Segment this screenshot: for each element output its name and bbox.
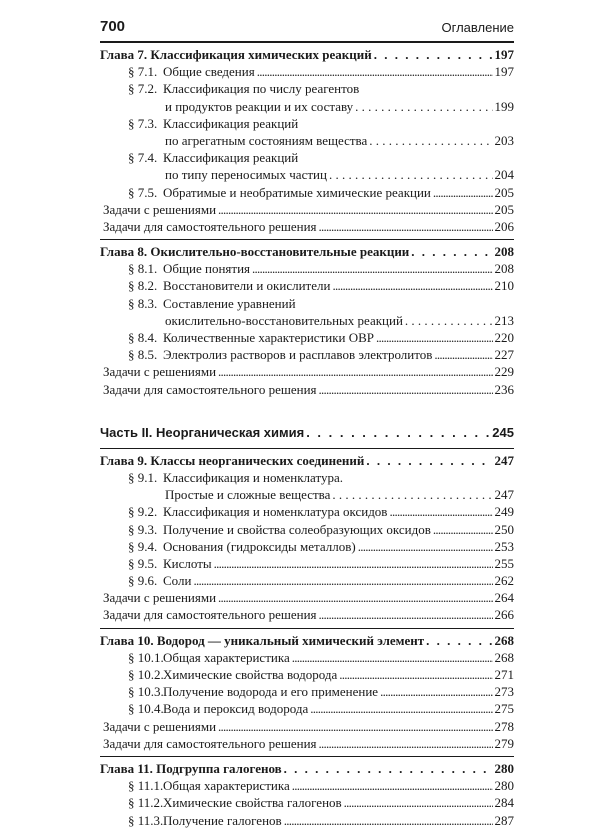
- section-number: § 10.1.: [128, 649, 164, 665]
- page-ref: 284: [494, 795, 514, 811]
- section-8-3-entry[interactable]: [100, 295, 514, 312]
- section-7-3-entry[interactable]: [100, 115, 514, 132]
- section-title: Классификация и номенклатура оксидов: [163, 504, 388, 520]
- page-ref: 275: [494, 701, 514, 717]
- page-ref: 197: [494, 64, 514, 80]
- section-number: § 9.5.: [128, 555, 158, 571]
- section-number: § 7.3.: [128, 115, 158, 131]
- chapter-9-self-tasks-entry[interactable]: [100, 606, 514, 623]
- section-7-4-continued[interactable]: [100, 166, 514, 183]
- page-ref: 247: [494, 452, 514, 468]
- page-ref: 273: [494, 684, 514, 700]
- section-10-3-entry[interactable]: [100, 683, 514, 700]
- page-ref: 287: [494, 812, 514, 828]
- section-10-1-entry[interactable]: [100, 649, 514, 666]
- section-number: § 10.2.: [128, 667, 164, 682]
- section-number: § 9.1.: [128, 469, 158, 485]
- section-11-1-entry[interactable]: [100, 777, 514, 794]
- section-title: Общая характеристика: [163, 649, 290, 665]
- section-title: Общие понятия: [163, 261, 251, 277]
- tasks-title: Задачи с решениями: [103, 201, 217, 217]
- section-title: Получение водорода и его применение: [163, 684, 379, 700]
- section-title-continued: окислительно-восстановительных реакций: [165, 312, 403, 328]
- divider: [100, 628, 514, 629]
- page-ref: 199: [494, 98, 514, 114]
- tasks-title: Задачи с решениями: [103, 718, 217, 734]
- page-ref: 268: [494, 632, 514, 648]
- section-7-4-entry[interactable]: [100, 149, 514, 166]
- section-title: Классификация и номенклатура.: [163, 469, 343, 485]
- section-title: Основания (гидроксиды металлов): [163, 538, 356, 554]
- section-9-3-entry[interactable]: [100, 521, 514, 538]
- tasks-title: Задачи с решениями: [103, 590, 217, 606]
- page-ref: 205: [494, 201, 514, 217]
- section-title: Общие сведения: [163, 64, 255, 80]
- section-title: Общая характеристика: [163, 778, 290, 794]
- chapter-10-entry[interactable]: [100, 632, 514, 649]
- chapter-9-entry[interactable]: [100, 452, 514, 469]
- section-8-4-entry[interactable]: [100, 329, 514, 346]
- chapter-10-self-tasks-entry[interactable]: [100, 735, 514, 752]
- section-title: Получение и свойства солеобразующих оксидов: [163, 521, 431, 537]
- page-ref: 279: [494, 735, 514, 751]
- section-number: § 9.4.: [128, 538, 158, 554]
- section-10-4-entry[interactable]: [100, 700, 514, 717]
- section-title: Вода и пероксид водорода: [163, 701, 309, 717]
- page-ref: 204: [494, 167, 514, 183]
- section-title: Восстановители и окислители: [163, 278, 331, 294]
- chapter-7-entry[interactable]: [100, 46, 514, 63]
- section-7-2-entry[interactable]: [100, 80, 514, 97]
- section-11-2-entry[interactable]: [100, 794, 514, 811]
- chapter-title: Глава 7. Классификация химических реакций: [100, 47, 372, 62]
- section-title-continued: по агрегатным состояниям вещества: [165, 132, 368, 148]
- page-ref: 271: [494, 667, 514, 682]
- chapter-title: Глава 10. Водород — уникальный химический элемент: [100, 632, 425, 648]
- section-number: § 8.4.: [128, 330, 158, 345]
- section-title: Кислоты: [163, 555, 212, 571]
- section-title: Классификация по числу реагентов: [163, 81, 360, 97]
- chapter-8-entry[interactable]: [100, 243, 514, 260]
- section-11-3-entry[interactable]: [100, 812, 514, 829]
- page-ref: 236: [494, 381, 514, 397]
- chapter-9-tasks-entry[interactable]: [100, 589, 514, 606]
- page-ref: 266: [494, 607, 514, 623]
- section-title: Классификация реакций: [163, 115, 299, 131]
- section-number: § 9.6.: [128, 573, 158, 589]
- section-7-1-entry[interactable]: [100, 63, 514, 80]
- section-title: Химические свойства галогенов: [163, 795, 342, 811]
- section-number: § 8.3.: [128, 295, 158, 311]
- section-number: § 7.5.: [128, 184, 158, 200]
- section-number: § 9.3.: [128, 521, 158, 537]
- section-number: § 10.4.: [128, 701, 164, 717]
- page-ref: 229: [494, 364, 514, 380]
- section-number: § 10.3.: [128, 684, 164, 700]
- section-9-1-continued[interactable]: [100, 486, 514, 503]
- tasks-title: Задачи для самостоятельного решения: [103, 381, 317, 397]
- section-9-4-entry[interactable]: [100, 538, 514, 555]
- section-8-5-entry[interactable]: [100, 346, 514, 363]
- section-number: § 8.2.: [128, 278, 158, 294]
- page-ref: 208: [494, 261, 514, 277]
- page-ref: 245: [492, 424, 514, 440]
- divider: [100, 239, 514, 240]
- page-ref: 264: [494, 590, 514, 606]
- divider: [100, 448, 514, 449]
- section-title: Классификация реакций: [163, 150, 299, 166]
- page-ref: 203: [494, 132, 514, 148]
- chapter-8-self-tasks-entry[interactable]: [100, 381, 514, 398]
- section-number: § 7.1.: [128, 64, 158, 80]
- section-9-5-entry[interactable]: [100, 555, 514, 572]
- header-rule: [100, 41, 514, 43]
- section-number: § 11.2.: [128, 795, 164, 811]
- section-title: Составление уравнений: [163, 295, 296, 311]
- page-header: [100, 0, 514, 46]
- section-title: Соли: [163, 573, 192, 589]
- tasks-title: Задачи для самостоятельного решения: [103, 735, 317, 751]
- chapter-title: Глава 8. Окислительно-восстановительные реакции: [100, 244, 410, 260]
- page-number: 700: [100, 18, 126, 35]
- section-10-2-entry[interactable]: [100, 666, 514, 683]
- page-ref: 268: [494, 649, 514, 665]
- section-7-5-entry[interactable]: [100, 184, 514, 201]
- section-title-continued: и продуктов реакции и их составу: [165, 98, 354, 114]
- section-8-2-entry[interactable]: [100, 277, 514, 294]
- chapter-7-self-tasks-entry[interactable]: [100, 218, 514, 235]
- chapter-8-tasks-entry[interactable]: [100, 363, 514, 380]
- chapter-title: Глава 11. Подгруппа галогенов: [100, 760, 282, 776]
- tasks-title: Задачи для самостоятельного решения: [103, 607, 317, 623]
- section-9-6-entry[interactable]: [100, 572, 514, 589]
- page-ref: 250: [494, 521, 514, 537]
- page-ref: 247: [494, 487, 514, 503]
- page-ref: 255: [494, 555, 514, 571]
- section-number: § 11.1.: [128, 778, 164, 794]
- tasks-title: Задачи для самостоятельного решения: [103, 218, 317, 234]
- part-2-entry[interactable]: [100, 422, 514, 444]
- page-ref: 280: [494, 760, 514, 776]
- chapter-7-tasks-entry[interactable]: [100, 201, 514, 218]
- section-title: Химические свойства водорода: [163, 667, 338, 682]
- page-ref: 253: [494, 538, 514, 554]
- part-title: Часть II. Неорганическая химия: [100, 424, 305, 440]
- section-number: § 9.2.: [128, 504, 158, 520]
- section-9-2-entry[interactable]: [100, 503, 514, 520]
- section-title: Количественные характеристики ОВР: [163, 330, 375, 345]
- page-ref: 278: [494, 718, 514, 734]
- page-ref: 249: [494, 504, 514, 520]
- page-ref: 280: [494, 778, 514, 794]
- page-ref: 206: [494, 218, 514, 234]
- page-ref: 197: [494, 47, 514, 62]
- table-of-contents: [100, 46, 514, 829]
- section-number: § 11.3.: [128, 812, 164, 828]
- section-number: § 8.1.: [128, 261, 158, 277]
- section-title: Получение галогенов: [163, 812, 282, 828]
- section-9-1-entry[interactable]: [100, 469, 514, 486]
- tasks-title: Задачи с решениями: [103, 364, 217, 380]
- running-title: Оглавление: [441, 20, 514, 35]
- section-title-continued: Простые и сложные вещества: [165, 487, 331, 503]
- section-7-3-continued[interactable]: [100, 132, 514, 149]
- page-ref: 210: [494, 278, 514, 294]
- chapter-title: Глава 9. Классы неорганических соединений: [100, 452, 365, 468]
- divider: [100, 756, 514, 757]
- section-7-2-continued[interactable]: [100, 98, 514, 115]
- section-title: Электролиз растворов и расплавов электролитов: [163, 347, 433, 363]
- section-title-continued: по типу переносимых частиц: [165, 167, 327, 183]
- section-number: § 7.2.: [128, 81, 158, 97]
- page-ref: 208: [494, 244, 514, 260]
- page-ref: 227: [494, 347, 514, 363]
- page-ref: 262: [494, 573, 514, 589]
- page-ref: 205: [494, 184, 514, 200]
- chapter-10-tasks-entry[interactable]: [100, 718, 514, 735]
- section-8-1-entry[interactable]: [100, 260, 514, 277]
- section-number: § 7.4.: [128, 150, 158, 166]
- section-8-3-continued[interactable]: [100, 312, 514, 329]
- page-ref: 213: [494, 312, 514, 328]
- section-title: Обратимые и необратимые химические реакции: [163, 184, 431, 200]
- chapter-11-entry[interactable]: [100, 760, 514, 777]
- page-ref: 220: [494, 330, 514, 345]
- section-number: § 8.5.: [128, 347, 158, 363]
